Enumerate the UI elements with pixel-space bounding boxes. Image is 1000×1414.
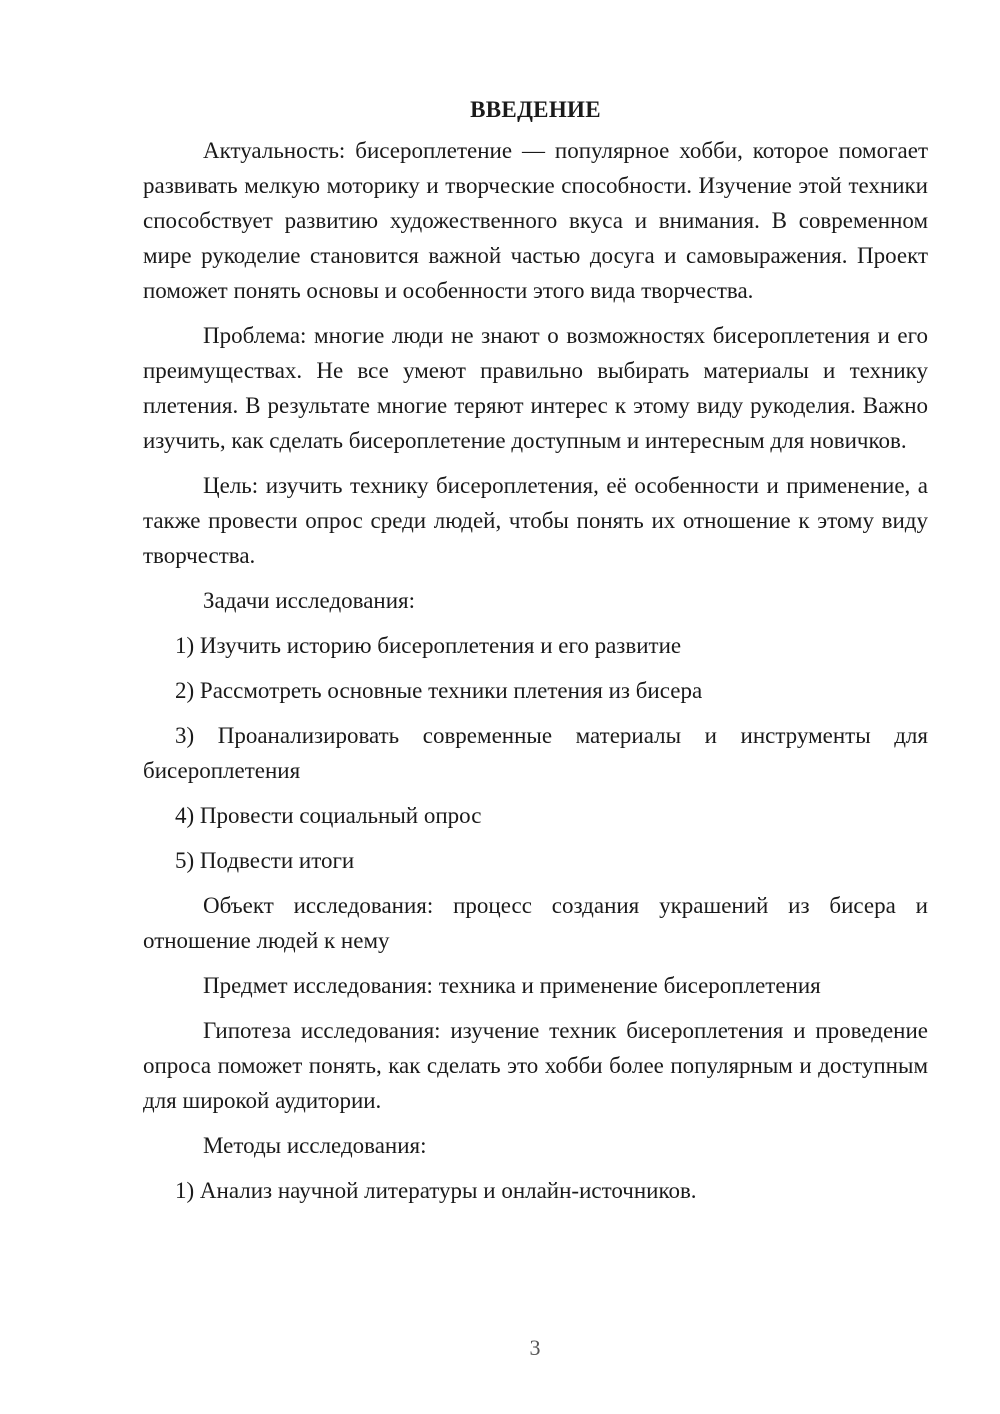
paragraph-goal: Цель: изучить технику бисероплетения, её особенности и применение, а также провести опрос среди людей, чтобы понять их отношение к этому виду творчества.: [143, 473, 928, 568]
task-item-1: 1) Изучить историю бисероплетения и его развитие: [175, 633, 682, 658]
page-number: 3: [529, 1335, 541, 1360]
methods-heading: Методы исследования:: [203, 1133, 427, 1158]
page-title: ВВЕДЕНИЕ: [470, 97, 601, 122]
task-item-5: 5) Подвести итоги: [175, 848, 355, 873]
paragraph-hypothesis: Гипотеза исследования: изучение техник бисероплетения и проведение опроса поможет понять, как сделать это хобби более популярным и доступным для широкой аудитории.: [143, 1018, 928, 1113]
paragraph-subject: Предмет исследования: техника и применение бисероплетения: [203, 973, 821, 998]
method-item-1: 1) Анализ научной литературы и онлайн-источников.: [175, 1178, 697, 1203]
task-item-2: 2) Рассмотреть основные техники плетения из бисера: [175, 678, 703, 703]
task-item-3: 3) Проанализировать современные материалы и инструменты для бисероплетения: [143, 723, 928, 783]
paragraph-object: Объект исследования: процесс создания украшений из бисера и отношение людей к нему: [143, 893, 928, 953]
task-item-4: 4) Провести социальный опрос: [175, 803, 482, 828]
tasks-heading: Задачи исследования:: [203, 588, 416, 613]
paragraph-problem: Проблема: многие люди не знают о возможностях бисероплетения и его преимуществах. Не все умеют правильно выбирать материалы и технику плетения. В результате многие теряют интерес к этому виду рукоделия. Важно изучить, как сделать бисероплетение доступным и интересным для новичков.: [143, 323, 928, 453]
page-content: [143, 92, 928, 1218]
paragraph-relevance: Актуальность: бисероплетение — популярное хобби, которое помогает развивать мелкую моторику и творческие способности. Изучение этой техники способствует развитию художественного вкуса и внимания. В современном мире рукоделие становится важной частью досуга и самовыражения. Проект поможет понять основы и особенности этого вида творчества.: [143, 138, 928, 303]
